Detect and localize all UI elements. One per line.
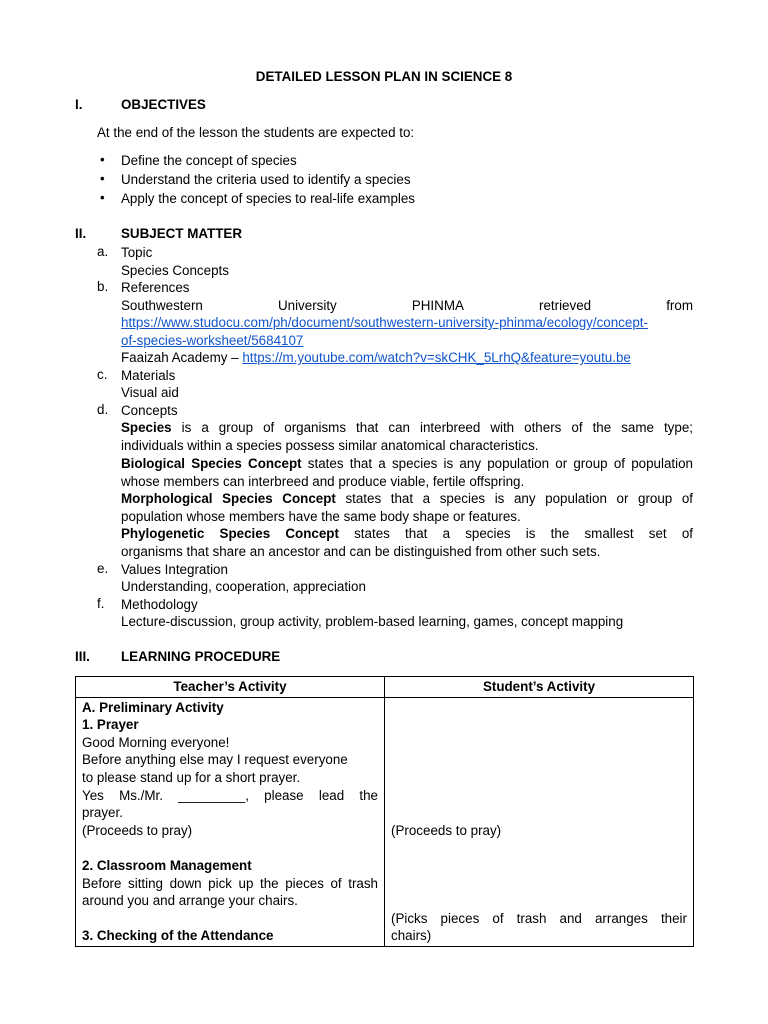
reference-1-link-line1[interactable] [121,314,693,332]
reference-1-source [121,297,693,315]
document-title: DETAILED LESSON PLAN IN SCIENCE 8 [255,69,513,84]
youtube-link[interactable]: https://m.youtube.com/watch?v=skCHK_5LrhQ&feature=youtu.be [242,350,631,365]
teacher-activity-cell [76,697,385,946]
values-value: Understanding, cooperation, appreciation [121,579,366,594]
section-heading-objectives: OBJECTIVES [121,97,206,112]
teacher-line: to please stand up for a short prayer. [82,769,301,785]
activity-table [75,676,694,947]
morphological-term: Morphological Species Concept [121,491,336,506]
biological-concept [121,455,693,490]
morphological-text-2: population whose members have the same body shape or features. [121,508,521,524]
table-header-row [76,677,694,698]
teacher-line: Good Morning everyone! [82,734,230,750]
morphological-concept [121,490,693,525]
teacher-line: around you and arrange your chairs. [82,893,298,909]
table-row [76,697,694,946]
preliminary-activity-heading: A. Preliminary Activity [82,699,224,715]
reference-word: retrieved [539,298,592,313]
attendance-heading: 3. Checking of the Attendance [82,928,274,944]
student-activity-header: Student’s Activity [385,677,694,698]
prayer-heading: 1. Prayer [82,717,139,733]
materials-value: Visual aid [121,385,179,400]
reference-word: from [666,298,693,313]
morphological-text: states that a species is any population or group of [335,491,694,506]
item-letter: e. [97,561,109,576]
bullet-icon: • [100,152,105,167]
reference-word: University [277,298,337,313]
methodology-value: Lecture-discussion, group activity, problem-based learning, games, concept mapping [121,614,624,629]
reference-2-source: Faaizah Academy – [121,350,243,365]
teacher-line: Before sitting down pick up the pieces of trash [82,875,378,891]
item-letter: f. [97,596,105,611]
objective-item: Apply the concept of species to real-life examples [121,191,416,206]
student-activity-cell [385,697,694,946]
phylogenetic-concept [121,525,693,560]
teacher-activity-header: Teacher’s Activity [76,677,385,698]
item-letter: b. [97,279,109,294]
section-number-objectives: I. [75,97,83,112]
reference-word: Southwestern [121,298,203,313]
classroom-management-heading: 2. Classroom Management [82,857,252,873]
reference-2 [121,349,693,367]
biological-text: states that a species is any population or group of population [301,456,693,471]
item-letter: c. [97,367,108,382]
objectives-intro: At the end of the lesson the students are expected to: [97,125,415,140]
item-letter: a. [97,244,109,259]
phylogenetic-text: states that a species is the smallest set of [338,526,693,541]
teacher-line: prayer. [82,805,123,821]
teacher-line: (Proceeds to pray) [82,822,193,838]
bullet-icon: • [100,171,105,186]
objective-item: Understand the criteria used to identify a species [121,172,411,187]
species-definition-text: is a group of organisms that can interbreed with others of the same type; [171,420,693,435]
student-line: chairs) [391,928,432,944]
reference-1-link-line2[interactable] [121,332,693,350]
topic-value: Species Concepts [121,263,229,278]
topic-label: Topic [121,245,153,260]
objective-item: Define the concept of species [121,153,297,168]
bullet-icon: • [100,190,105,205]
section-number-procedure: III. [75,649,90,664]
section-number-subject-matter: II. [75,226,87,241]
references-label: References [121,280,190,295]
student-line: (Picks pieces of trash and arranges their [391,910,687,926]
reference-word: PHINMA [411,298,464,313]
teacher-line: Yes Ms./Mr. _________, please lead the [82,787,378,803]
concepts-label: Concepts [121,403,178,418]
species-definition-text-2: individuals within a species possess similar anatomical characteristics. [121,437,539,453]
materials-label: Materials [121,368,176,383]
values-label: Values Integration [121,562,228,577]
section-heading-subject-matter: SUBJECT MATTER [121,226,243,241]
student-line: (Proceeds to pray) [391,822,502,838]
species-definition [121,419,693,454]
biological-term: Biological Species Concept [121,456,302,471]
phylogenetic-term: Phylogenetic Species Concept [121,526,339,541]
section-heading-procedure: LEARNING PROCEDURE [121,649,281,664]
species-term: Species [121,420,172,435]
methodology-label: Methodology [121,597,198,612]
studocu-link-continued[interactable]: of-species-worksheet/5684107 [121,333,304,348]
item-letter: d. [97,402,109,417]
studocu-link[interactable]: https://www.studocu.com/ph/document/southwestern-university-phinma/ecology/concept- [121,315,648,330]
phylogenetic-text-2: organisms that share an ancestor and can be distinguished from other such sets. [121,543,601,559]
biological-text-2: whose members can interbreed and produce viable, fertile offspring. [121,473,525,489]
teacher-line: Before anything else may I request everyone [82,752,348,768]
